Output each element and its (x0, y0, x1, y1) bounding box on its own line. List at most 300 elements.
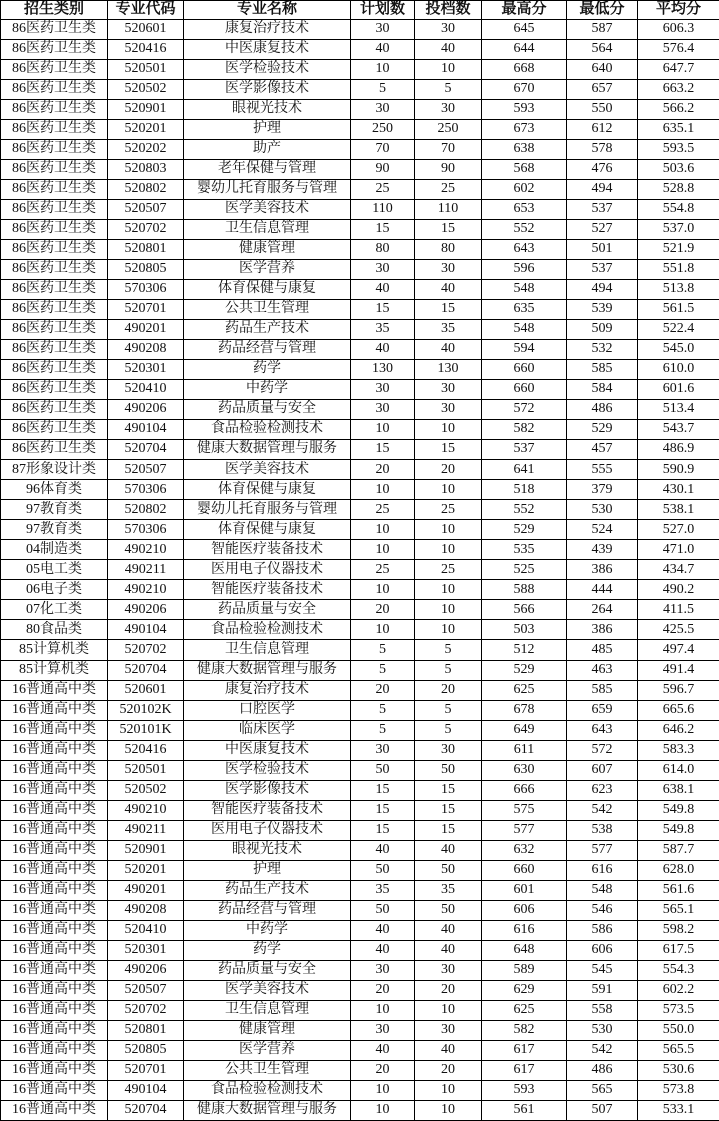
table-cell: 490210 (108, 580, 184, 600)
table-row (1, 960, 719, 980)
table-cell: 646.2 (638, 720, 719, 740)
table-row (1, 440, 719, 460)
table-cell: 15 (351, 780, 415, 800)
table-cell: 20 (351, 600, 415, 620)
table-cell: 490201 (108, 880, 184, 900)
table-cell: 250 (351, 120, 415, 140)
table-cell: 16普通高中类 (1, 1000, 108, 1020)
table-cell: 食品检验检测技术 (184, 1080, 351, 1100)
table-cell: 10 (415, 60, 482, 80)
table-cell: 564 (567, 40, 638, 60)
table-cell: 医学影像技术 (184, 780, 351, 800)
table-cell: 497.4 (638, 640, 719, 660)
table-cell: 医学美容技术 (184, 460, 351, 480)
table-cell: 641 (482, 460, 567, 480)
table-cell: 520704 (108, 1100, 184, 1120)
table-cell: 660 (482, 380, 567, 400)
table-cell: 医学检验技术 (184, 60, 351, 80)
table-cell: 535 (482, 540, 567, 560)
table-row (1, 120, 719, 140)
table-cell: 586 (567, 920, 638, 940)
table-cell: 520704 (108, 660, 184, 680)
column-header: 最低分 (567, 1, 638, 20)
table-cell: 5 (415, 660, 482, 680)
table-cell: 30 (415, 380, 482, 400)
table-cell: 86医药卫生类 (1, 80, 108, 100)
table-cell: 16普通高中类 (1, 1100, 108, 1120)
table-row (1, 560, 719, 580)
table-cell: 医学美容技术 (184, 980, 351, 1000)
table-cell: 520301 (108, 360, 184, 380)
table-cell: 582 (482, 1020, 567, 1040)
table-row (1, 940, 719, 960)
table-cell: 86医药卫生类 (1, 120, 108, 140)
table-row (1, 640, 719, 660)
table-cell: 648 (482, 940, 567, 960)
column-header: 招生类别 (1, 1, 108, 20)
table-cell: 561 (482, 1100, 567, 1120)
table-cell: 486 (567, 1060, 638, 1080)
table-cell: 16普通高中类 (1, 700, 108, 720)
table-cell: 16普通高中类 (1, 1060, 108, 1080)
table-cell: 35 (351, 880, 415, 900)
table-cell: 86医药卫生类 (1, 60, 108, 80)
table-cell: 10 (351, 60, 415, 80)
table-cell: 490208 (108, 340, 184, 360)
table-cell: 30 (351, 400, 415, 420)
table-cell: 529 (567, 420, 638, 440)
table-cell: 530 (567, 500, 638, 520)
table-cell: 85计算机类 (1, 640, 108, 660)
table-cell: 520507 (108, 980, 184, 1000)
table-row (1, 840, 719, 860)
table-cell: 538.1 (638, 500, 719, 520)
table-cell: 40 (415, 340, 482, 360)
table-cell: 538 (567, 820, 638, 840)
table-cell: 527 (567, 220, 638, 240)
column-header: 投档数 (415, 1, 482, 20)
table-cell: 602.2 (638, 980, 719, 1000)
table-cell: 97教育类 (1, 520, 108, 540)
table-cell: 520502 (108, 780, 184, 800)
table-cell: 490210 (108, 800, 184, 820)
table-cell: 520301 (108, 940, 184, 960)
table-row (1, 1080, 719, 1100)
table-cell: 537 (567, 260, 638, 280)
table-cell: 545 (567, 960, 638, 980)
table-cell: 491.4 (638, 660, 719, 680)
table-cell: 572 (482, 400, 567, 420)
table-cell: 85计算机类 (1, 660, 108, 680)
table-cell: 婴幼儿托育服务与管理 (184, 180, 351, 200)
table-cell: 药品质量与安全 (184, 400, 351, 420)
table-cell: 05电工类 (1, 560, 108, 580)
table-cell: 130 (351, 360, 415, 380)
table-cell: 439 (567, 540, 638, 560)
table-cell: 590.9 (638, 460, 719, 480)
table-cell: 健康管理 (184, 240, 351, 260)
table-cell: 86医药卫生类 (1, 40, 108, 60)
table-cell: 35 (415, 320, 482, 340)
table-cell: 552 (482, 500, 567, 520)
table-cell: 体育保健与康复 (184, 280, 351, 300)
table-cell: 490206 (108, 960, 184, 980)
table-row (1, 520, 719, 540)
table-cell: 520803 (108, 160, 184, 180)
table-cell: 86医药卫生类 (1, 20, 108, 40)
table-cell: 04制造类 (1, 540, 108, 560)
table-cell: 625 (482, 1000, 567, 1020)
table-cell: 药品质量与安全 (184, 960, 351, 980)
table-cell: 552 (482, 220, 567, 240)
table-row (1, 620, 719, 640)
table-cell: 40 (351, 1040, 415, 1060)
table-cell: 589 (482, 960, 567, 980)
table-cell: 670 (482, 80, 567, 100)
table-cell: 434.7 (638, 560, 719, 580)
table-cell: 40 (351, 340, 415, 360)
table-cell: 503 (482, 620, 567, 640)
table-cell: 15 (415, 820, 482, 840)
table-cell: 548 (482, 320, 567, 340)
table-cell: 520702 (108, 220, 184, 240)
table-cell: 576.4 (638, 40, 719, 60)
column-header: 专业名称 (184, 1, 351, 20)
table-cell: 卫生信息管理 (184, 220, 351, 240)
table-cell: 490211 (108, 560, 184, 580)
table-cell: 537.0 (638, 220, 719, 240)
table-cell: 570306 (108, 520, 184, 540)
table-cell: 86医药卫生类 (1, 220, 108, 240)
table-cell: 537 (567, 200, 638, 220)
table-cell: 中药学 (184, 380, 351, 400)
column-header: 计划数 (351, 1, 415, 20)
table-cell: 520416 (108, 40, 184, 60)
table-cell: 471.0 (638, 540, 719, 560)
table-cell: 430.1 (638, 480, 719, 500)
table-cell: 86医药卫生类 (1, 320, 108, 340)
table-cell: 570306 (108, 280, 184, 300)
table-row (1, 660, 719, 680)
table-cell: 476 (567, 160, 638, 180)
table-cell: 16普通高中类 (1, 1080, 108, 1100)
table-cell: 智能医疗装备技术 (184, 540, 351, 560)
table-row (1, 60, 719, 80)
table-cell: 86医药卫生类 (1, 260, 108, 280)
table-cell: 5 (415, 700, 482, 720)
table-cell: 653 (482, 200, 567, 220)
table-cell: 卫生信息管理 (184, 1000, 351, 1020)
table-cell: 10 (415, 620, 482, 640)
table-cell: 15 (415, 800, 482, 820)
table-cell: 617 (482, 1040, 567, 1060)
table-cell: 20 (415, 460, 482, 480)
table-cell: 10 (415, 580, 482, 600)
table-cell: 10 (415, 420, 482, 440)
table-cell: 645 (482, 20, 567, 40)
table-cell: 30 (351, 960, 415, 980)
table-cell: 463 (567, 660, 638, 680)
table-cell: 86医药卫生类 (1, 280, 108, 300)
table-cell: 593.5 (638, 140, 719, 160)
table-cell: 10 (415, 480, 482, 500)
table-row (1, 220, 719, 240)
table-cell: 25 (351, 500, 415, 520)
table-cell: 20 (415, 980, 482, 1000)
table-cell: 药学 (184, 940, 351, 960)
table-cell: 630 (482, 760, 567, 780)
table-row (1, 580, 719, 600)
table-row (1, 140, 719, 160)
table-cell: 30 (351, 100, 415, 120)
table-cell: 智能医疗装备技术 (184, 800, 351, 820)
table-cell: 598.2 (638, 920, 719, 940)
table-cell: 50 (415, 900, 482, 920)
table-cell: 86医药卫生类 (1, 340, 108, 360)
table-cell: 10 (351, 1080, 415, 1100)
table-cell: 565 (567, 1080, 638, 1100)
table-cell: 食品检验检测技术 (184, 420, 351, 440)
table-cell: 10 (351, 520, 415, 540)
table-cell: 575 (482, 800, 567, 820)
table-cell: 30 (351, 1020, 415, 1040)
table-cell: 医学营养 (184, 1040, 351, 1060)
table-row (1, 340, 719, 360)
table-cell: 50 (415, 860, 482, 880)
table-cell: 医用电子仪器技术 (184, 820, 351, 840)
table-cell: 601.6 (638, 380, 719, 400)
table-cell: 444 (567, 580, 638, 600)
table-cell: 公共卫生管理 (184, 300, 351, 320)
table-cell: 30 (351, 740, 415, 760)
table-cell: 425.5 (638, 620, 719, 640)
table-cell: 490104 (108, 420, 184, 440)
table-cell: 520601 (108, 20, 184, 40)
table-cell: 20 (351, 680, 415, 700)
table-cell: 40 (351, 280, 415, 300)
table-row (1, 200, 719, 220)
table-cell: 527.0 (638, 520, 719, 540)
table-cell: 健康大数据管理与服务 (184, 660, 351, 680)
table-cell: 638.1 (638, 780, 719, 800)
table-cell: 673 (482, 120, 567, 140)
table-cell: 5 (351, 80, 415, 100)
table-cell: 663.2 (638, 80, 719, 100)
table-cell: 660 (482, 360, 567, 380)
table-cell: 584 (567, 380, 638, 400)
table-cell: 10 (351, 540, 415, 560)
table-cell: 70 (351, 140, 415, 160)
table-cell: 606.3 (638, 20, 719, 40)
table-cell: 525 (482, 560, 567, 580)
table-cell: 86医药卫生类 (1, 400, 108, 420)
table-cell: 30 (415, 1020, 482, 1040)
column-header: 平均分 (638, 1, 719, 20)
table-cell: 665.6 (638, 700, 719, 720)
table-cell: 521.9 (638, 240, 719, 260)
table-cell: 40 (415, 940, 482, 960)
table-cell: 617.5 (638, 940, 719, 960)
table-cell: 16普通高中类 (1, 780, 108, 800)
table-cell: 606 (567, 940, 638, 960)
table-cell: 520802 (108, 180, 184, 200)
table-cell: 640 (567, 60, 638, 80)
table-cell: 666 (482, 780, 567, 800)
table-cell: 542 (567, 800, 638, 820)
table-cell: 649 (482, 720, 567, 740)
table-cell: 110 (351, 200, 415, 220)
table-cell: 16普通高中类 (1, 940, 108, 960)
table-cell: 40 (415, 280, 482, 300)
table-cell: 护理 (184, 120, 351, 140)
table-cell: 582 (482, 420, 567, 440)
table-row (1, 880, 719, 900)
table-cell: 86医药卫生类 (1, 180, 108, 200)
table-cell: 550.0 (638, 1020, 719, 1040)
table-cell: 616 (567, 860, 638, 880)
table-cell: 529 (482, 660, 567, 680)
table-cell: 507 (567, 1100, 638, 1120)
table-cell: 16普通高中类 (1, 960, 108, 980)
table-cell: 577 (482, 820, 567, 840)
table-row (1, 820, 719, 840)
table-cell: 532 (567, 340, 638, 360)
table-cell: 医用电子仪器技术 (184, 560, 351, 580)
table-cell: 25 (415, 180, 482, 200)
table-cell: 520410 (108, 920, 184, 940)
table-row (1, 800, 719, 820)
table-cell: 20 (415, 1060, 482, 1080)
table-cell: 药品质量与安全 (184, 600, 351, 620)
table-cell: 40 (415, 840, 482, 860)
table-cell: 578 (567, 140, 638, 160)
table-cell: 490201 (108, 320, 184, 340)
table-cell: 537 (482, 440, 567, 460)
table-cell: 588 (482, 580, 567, 600)
table-cell: 健康管理 (184, 1020, 351, 1040)
table-row (1, 920, 719, 940)
table-cell: 10 (415, 1100, 482, 1120)
table-cell: 594 (482, 340, 567, 360)
table-cell: 520416 (108, 740, 184, 760)
table-cell: 520101K (108, 720, 184, 740)
table-cell: 35 (415, 880, 482, 900)
table-cell: 573.5 (638, 1000, 719, 1020)
table-cell: 520801 (108, 1020, 184, 1040)
table-cell: 386 (567, 560, 638, 580)
table-cell: 570306 (108, 480, 184, 500)
table-cell: 632 (482, 840, 567, 860)
table-cell: 520202 (108, 140, 184, 160)
table-cell: 10 (415, 540, 482, 560)
table-cell: 15 (351, 220, 415, 240)
table-row (1, 780, 719, 800)
table-cell: 药品生产技术 (184, 880, 351, 900)
table-cell: 386 (567, 620, 638, 640)
table-row (1, 1100, 719, 1120)
table-cell: 596 (482, 260, 567, 280)
table-cell: 25 (415, 500, 482, 520)
table-cell: 520801 (108, 240, 184, 260)
table-cell: 25 (351, 560, 415, 580)
table-cell: 568 (482, 160, 567, 180)
table-cell: 565.5 (638, 1040, 719, 1060)
table-cell: 06电子类 (1, 580, 108, 600)
table-cell: 40 (351, 40, 415, 60)
table-cell: 614.0 (638, 760, 719, 780)
table-cell: 520501 (108, 760, 184, 780)
table-cell: 50 (351, 860, 415, 880)
table-cell: 15 (351, 820, 415, 840)
table-cell: 医学影像技术 (184, 80, 351, 100)
header-row (1, 1, 719, 20)
table-cell: 623 (567, 780, 638, 800)
table-cell: 86医药卫生类 (1, 300, 108, 320)
table-cell: 16普通高中类 (1, 900, 108, 920)
table-cell: 668 (482, 60, 567, 80)
table-row (1, 80, 719, 100)
table-cell: 548 (567, 880, 638, 900)
table-cell: 617 (482, 1060, 567, 1080)
table-cell: 16普通高中类 (1, 840, 108, 860)
table-cell: 554.3 (638, 960, 719, 980)
table-cell: 530 (567, 1020, 638, 1040)
table-cell: 86医药卫生类 (1, 380, 108, 400)
table-cell: 490206 (108, 400, 184, 420)
table-cell: 助产 (184, 140, 351, 160)
table-cell: 5 (415, 720, 482, 740)
table-body (1, 20, 719, 1121)
table-cell: 药品经营与管理 (184, 340, 351, 360)
table-cell: 520102K (108, 700, 184, 720)
table-cell: 健康大数据管理与服务 (184, 440, 351, 460)
table-cell: 96体育类 (1, 480, 108, 500)
table-cell: 16普通高中类 (1, 820, 108, 840)
table-cell: 539 (567, 300, 638, 320)
table-cell: 10 (415, 1080, 482, 1100)
table-cell: 5 (351, 660, 415, 680)
table-cell: 智能医疗装备技术 (184, 580, 351, 600)
table-row (1, 300, 719, 320)
table-cell: 647.7 (638, 60, 719, 80)
table-cell: 110 (415, 200, 482, 220)
table-cell: 老年保健与管理 (184, 160, 351, 180)
table-cell: 520507 (108, 200, 184, 220)
table-cell: 86医药卫生类 (1, 360, 108, 380)
table-cell: 86医药卫生类 (1, 420, 108, 440)
table-cell: 10 (415, 600, 482, 620)
table-cell: 490206 (108, 600, 184, 620)
table-cell: 30 (415, 260, 482, 280)
table-cell: 10 (415, 520, 482, 540)
table-cell: 573.8 (638, 1080, 719, 1100)
table-cell: 596.7 (638, 680, 719, 700)
table-cell: 513.4 (638, 400, 719, 420)
table-cell: 眼视光技术 (184, 100, 351, 120)
table-cell: 15 (415, 220, 482, 240)
table-cell: 643 (567, 720, 638, 740)
table-cell: 10 (415, 1000, 482, 1020)
table-cell: 611 (482, 740, 567, 760)
table-cell: 660 (482, 860, 567, 880)
table-cell: 10 (351, 620, 415, 640)
table-cell: 5 (415, 640, 482, 660)
table-cell: 中药学 (184, 920, 351, 940)
table-cell: 30 (351, 260, 415, 280)
table-cell: 护理 (184, 860, 351, 880)
table-cell: 20 (351, 1060, 415, 1080)
table-row (1, 760, 719, 780)
